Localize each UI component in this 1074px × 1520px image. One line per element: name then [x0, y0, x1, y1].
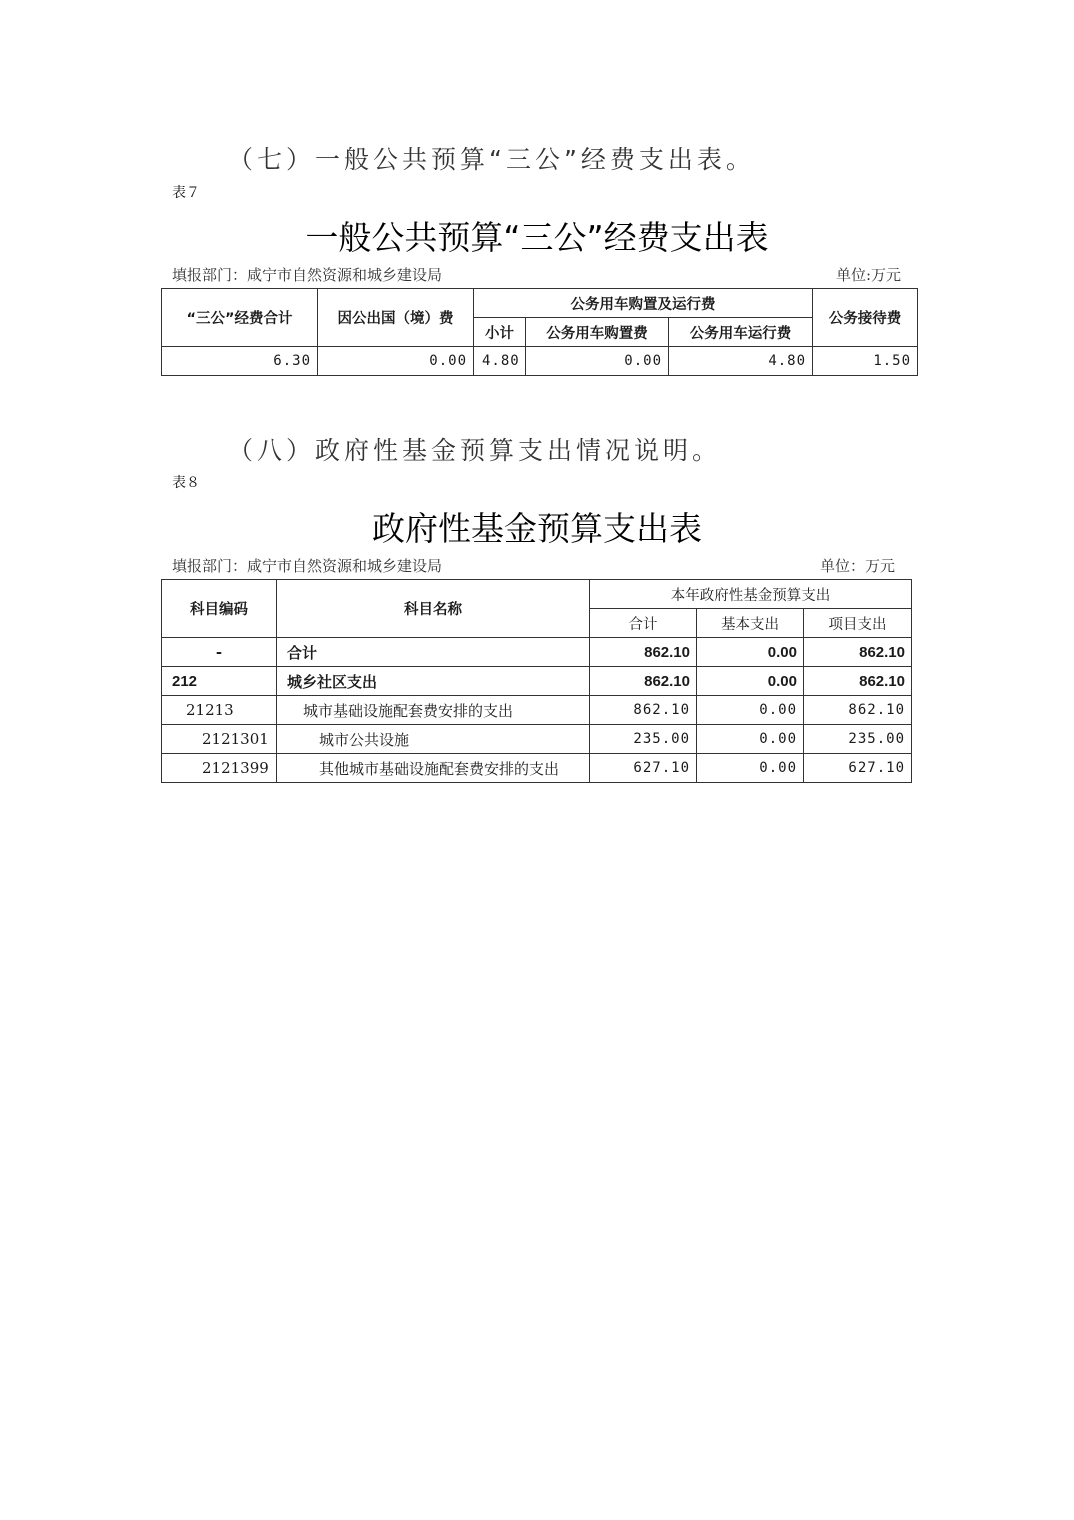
row-project: 235.00 [804, 725, 912, 754]
header-vehicle-purchase: 公务用车购置费 [526, 318, 669, 347]
section7-heading: （七）一般公共预算“三公”经费支出表。 [228, 145, 755, 174]
row-code: 2121301 [162, 725, 277, 754]
row-total: 862.10 [590, 696, 697, 725]
row-name: 城市基础设施配套费安排的支出 [277, 696, 590, 725]
government-fund-table [161, 579, 912, 783]
row-code: - [162, 638, 277, 667]
row-basic: 0.00 [697, 667, 804, 696]
header-abroad: 因公出国（境）费 [318, 289, 474, 347]
row-name: 合计 [277, 638, 590, 667]
section8-department: 填报部门：咸宁市自然资源和城乡建设局 [172, 557, 443, 575]
row-basic: 0.00 [697, 638, 804, 667]
row-basic: 0.00 [697, 754, 804, 783]
cell-abroad: 0.00 [318, 347, 474, 376]
row-project: 627.10 [804, 754, 912, 783]
header-total: “三公”经费合计 [162, 289, 318, 347]
row-project: 862.10 [804, 667, 912, 696]
header-subtotal: 小计 [474, 318, 526, 347]
header-vehicle-run: 公务用车运行费 [669, 318, 813, 347]
row-total: 627.10 [590, 754, 697, 783]
cell-reception: 1.50 [813, 347, 918, 376]
header-name: 科目名称 [277, 580, 590, 638]
row-code: 2121399 [162, 754, 277, 783]
row-code: 21213 [162, 696, 277, 725]
header-fund-basic: 基本支出 [697, 609, 804, 638]
table-row [162, 347, 918, 376]
header-fund-total: 合计 [590, 609, 697, 638]
table-row [162, 638, 912, 667]
table-row [162, 667, 912, 696]
section7-table-title: 一般公共预算“三公”经费支出表 [305, 218, 769, 257]
row-total: 235.00 [590, 725, 697, 754]
section7-table-number: 表７ [172, 185, 200, 201]
table-row [162, 696, 912, 725]
cell-total: 6.30 [162, 347, 318, 376]
row-total: 862.10 [590, 667, 697, 696]
table-row [162, 754, 912, 783]
header-fund-project: 项目支出 [804, 609, 912, 638]
row-basic: 0.00 [697, 696, 804, 725]
header-vehicle-group: 公务用车购置及运行费 [474, 289, 813, 318]
row-total: 862.10 [590, 638, 697, 667]
row-name: 城乡社区支出 [277, 667, 590, 696]
cell-subtotal: 4.80 [474, 347, 526, 376]
section8-unit: 单位：万元 [820, 557, 896, 575]
section8-table-title: 政府性基金预算支出表 [372, 509, 702, 548]
row-project: 862.10 [804, 696, 912, 725]
header-code: 科目编码 [162, 580, 277, 638]
three-public-expense-table [161, 288, 918, 376]
row-project: 862.10 [804, 638, 912, 667]
row-name: 其他城市基础设施配套费安排的支出 [277, 754, 590, 783]
header-reception: 公务接待费 [813, 289, 918, 347]
row-code: 212 [162, 667, 277, 696]
cell-vehicle-purchase: 0.00 [526, 347, 669, 376]
cell-vehicle-run: 4.80 [669, 347, 813, 376]
section7-department: 填报部门：咸宁市自然资源和城乡建设局 [172, 266, 443, 284]
row-name: 城市公共设施 [277, 725, 590, 754]
header-fund-group: 本年政府性基金预算支出 [590, 580, 912, 609]
section8-heading: （八）政府性基金预算支出情况说明。 [228, 436, 722, 465]
table-row [162, 725, 912, 754]
row-basic: 0.00 [697, 725, 804, 754]
section7-unit: 单位:万元 [836, 266, 902, 284]
section8-table-number: 表８ [172, 475, 200, 491]
